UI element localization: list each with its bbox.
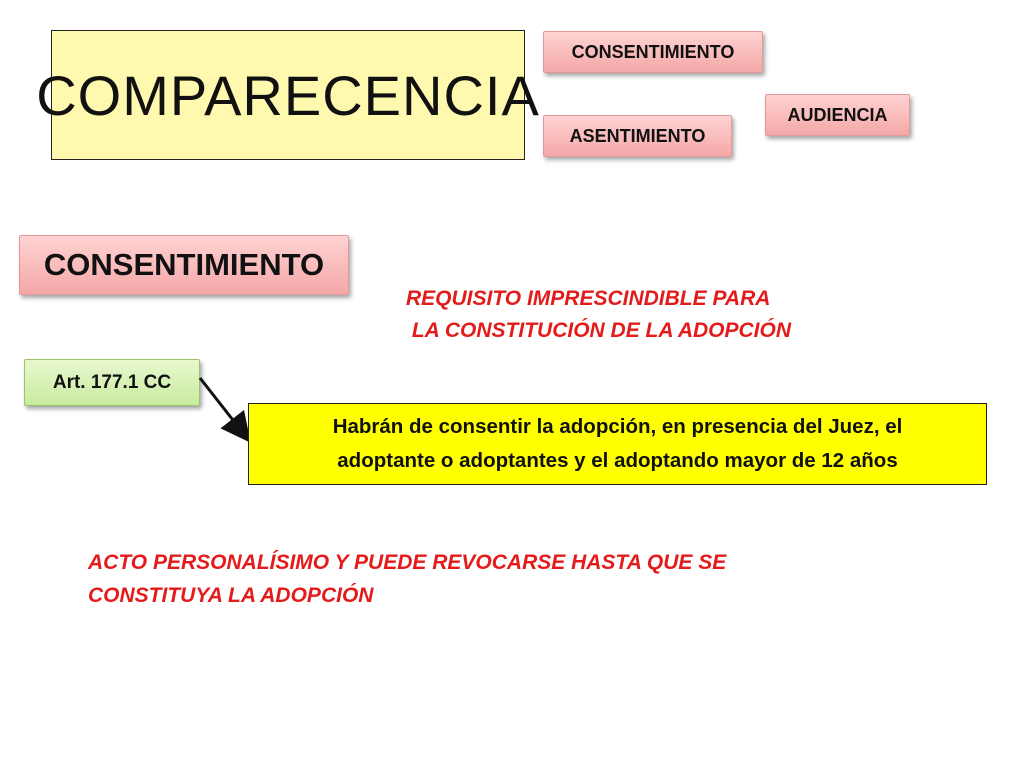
asentimiento-tag: ASENTIMIENTO [543,115,732,157]
requisito-line-2: LA CONSTITUCIÓN DE LA ADOPCIÓN [406,319,791,342]
acto-line-2: CONSTITUYA LA ADOPCIÓN [88,584,374,607]
requisito-text [406,283,791,347]
slide-title: COMPARECENCIA [51,30,525,160]
audiencia-tag: AUDIENCIA [765,94,910,136]
article-quote [248,403,987,485]
quote-line-1: Habrán de consentir la adopción, en presencia del Juez, el [332,415,903,438]
section-heading: CONSENTIMIENTO [19,235,349,295]
consentimiento-tag: CONSENTIMIENTO [543,31,763,73]
quote-line-2: adoptante o adoptantes y el adoptando mayor de 12 años [337,449,898,472]
article-reference: Art. 177.1 CC [24,359,200,406]
acto-line-1: ACTO PERSONALÍSIMO Y PUEDE REVOCARSE HASTA QUE SE [88,551,727,574]
requisito-line-1: REQUISITO IMPRESCINDIBLE PARA [406,287,771,310]
acto-text [88,546,808,612]
